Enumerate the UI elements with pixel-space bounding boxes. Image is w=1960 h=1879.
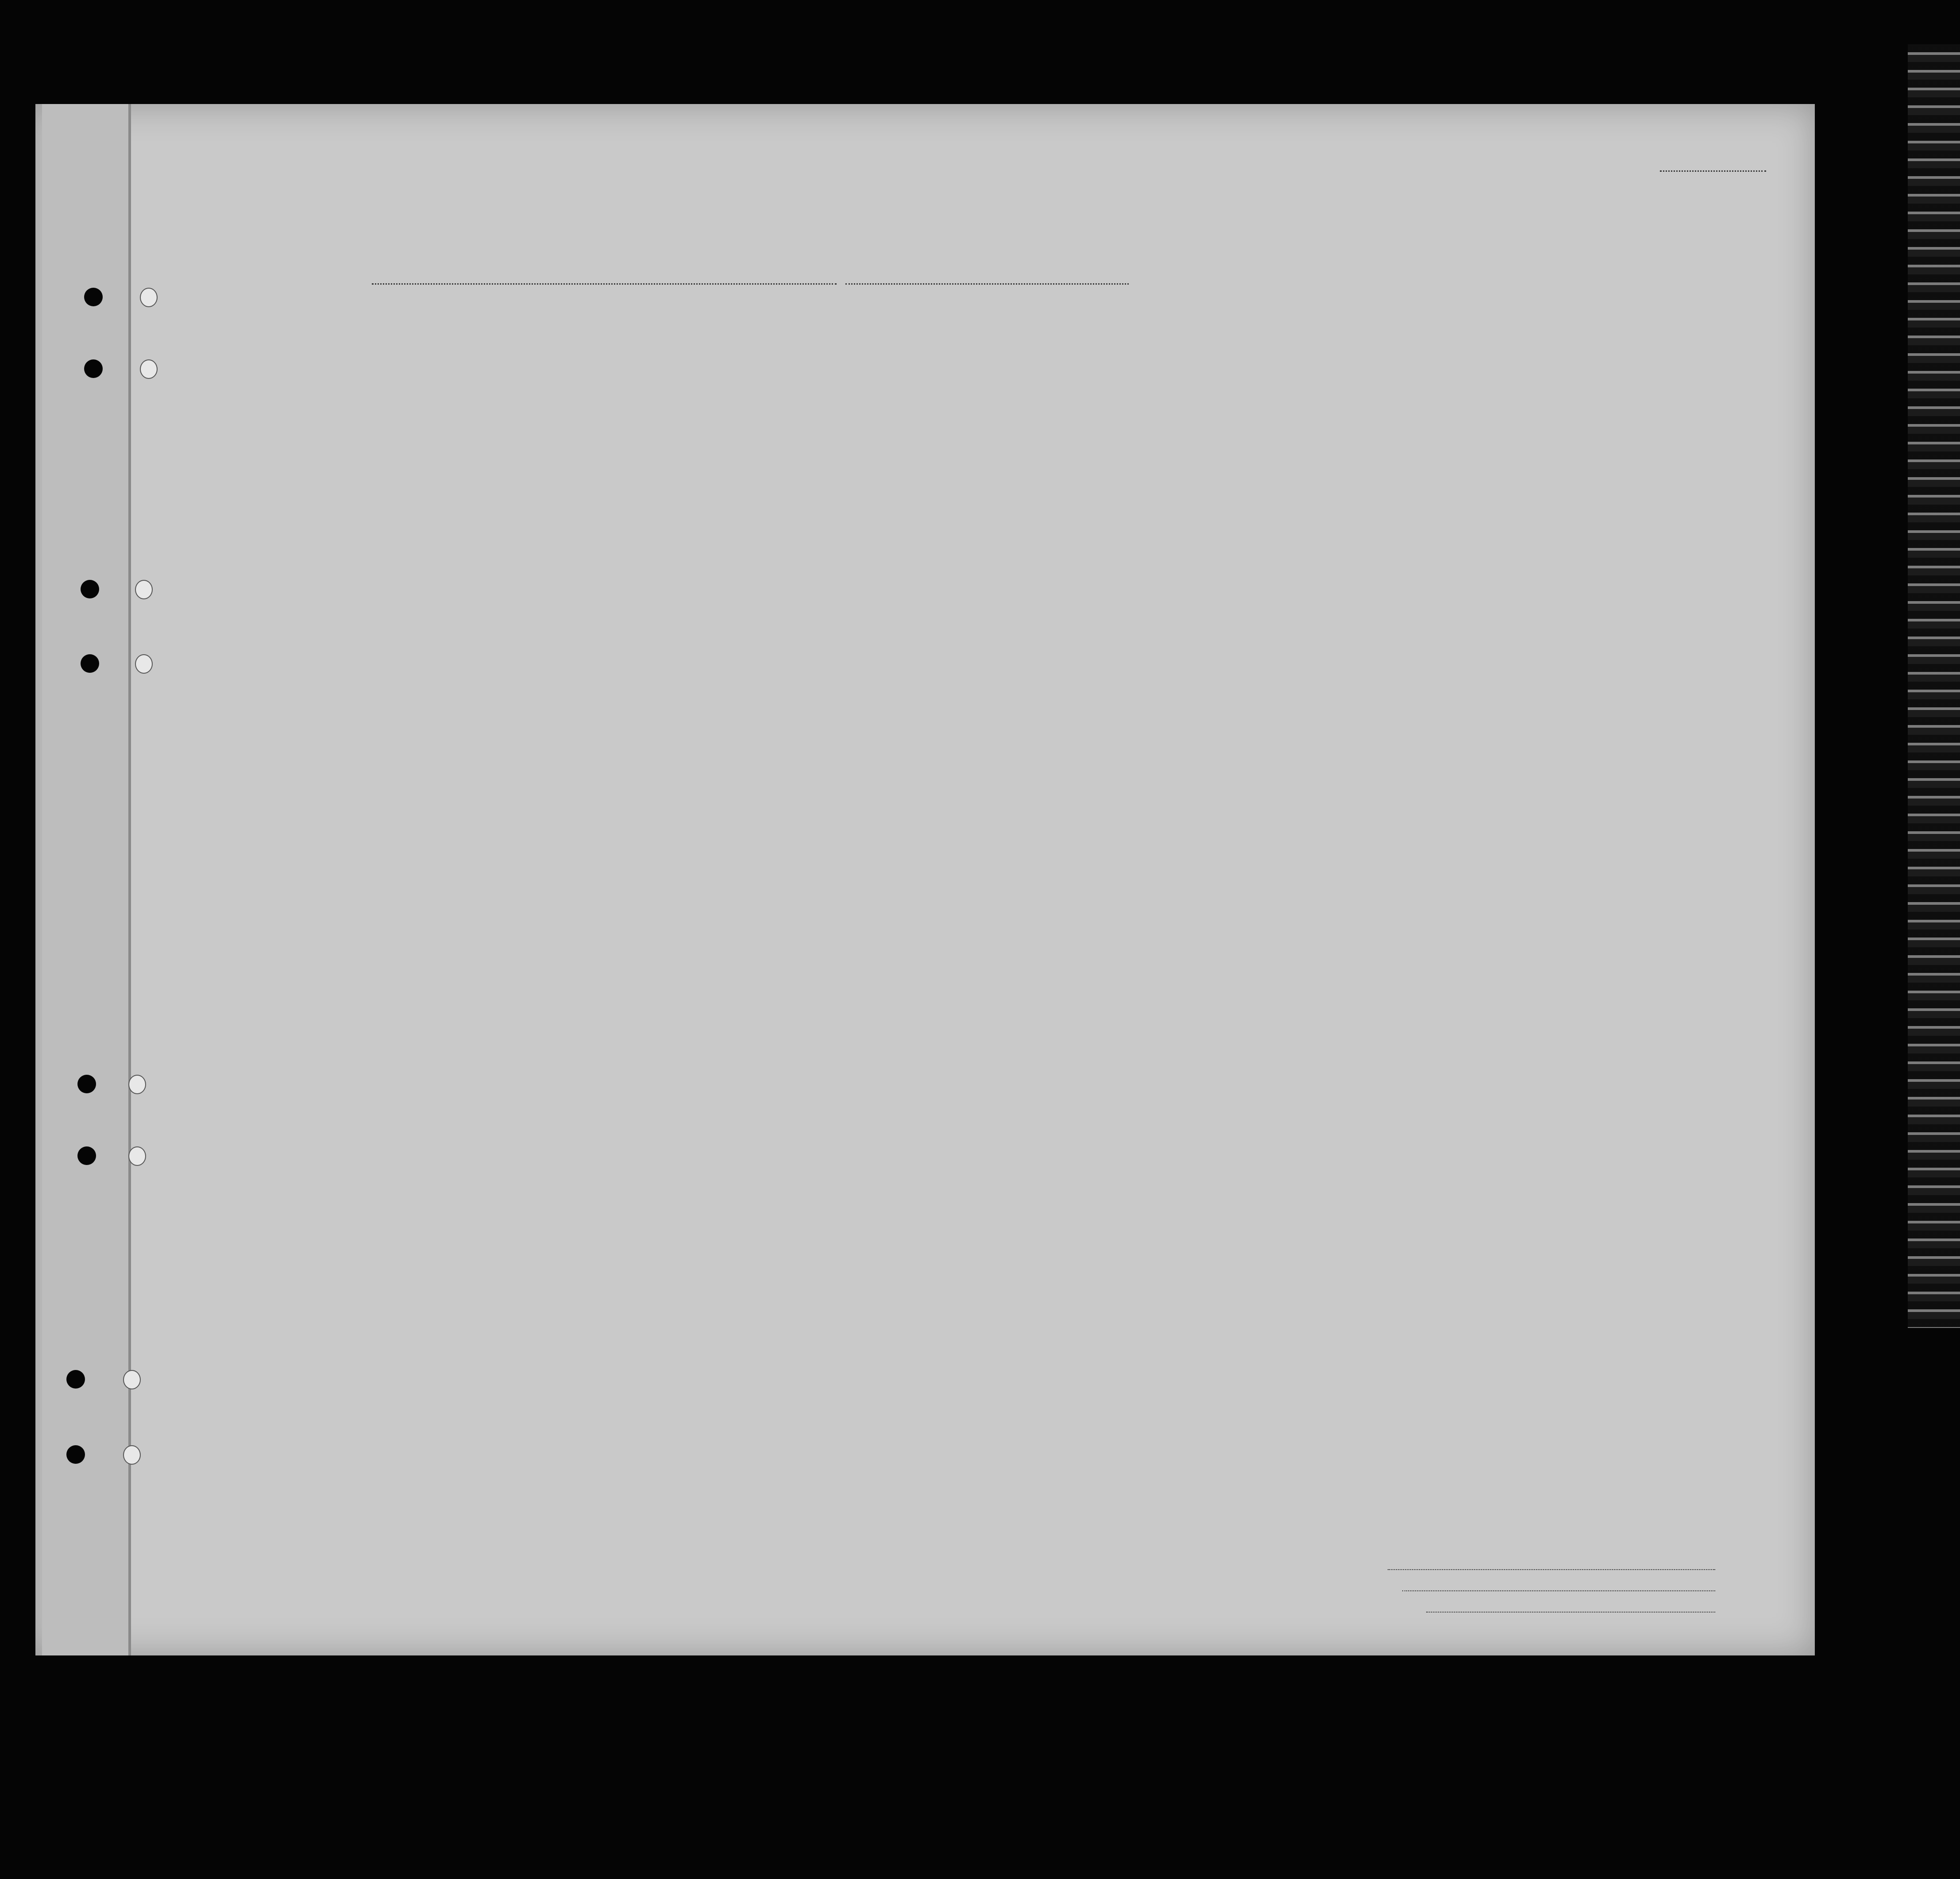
owners-underline bbox=[1402, 1590, 1715, 1591]
local-agents-underline bbox=[1426, 1612, 1715, 1613]
line-underline bbox=[1388, 1569, 1715, 1570]
